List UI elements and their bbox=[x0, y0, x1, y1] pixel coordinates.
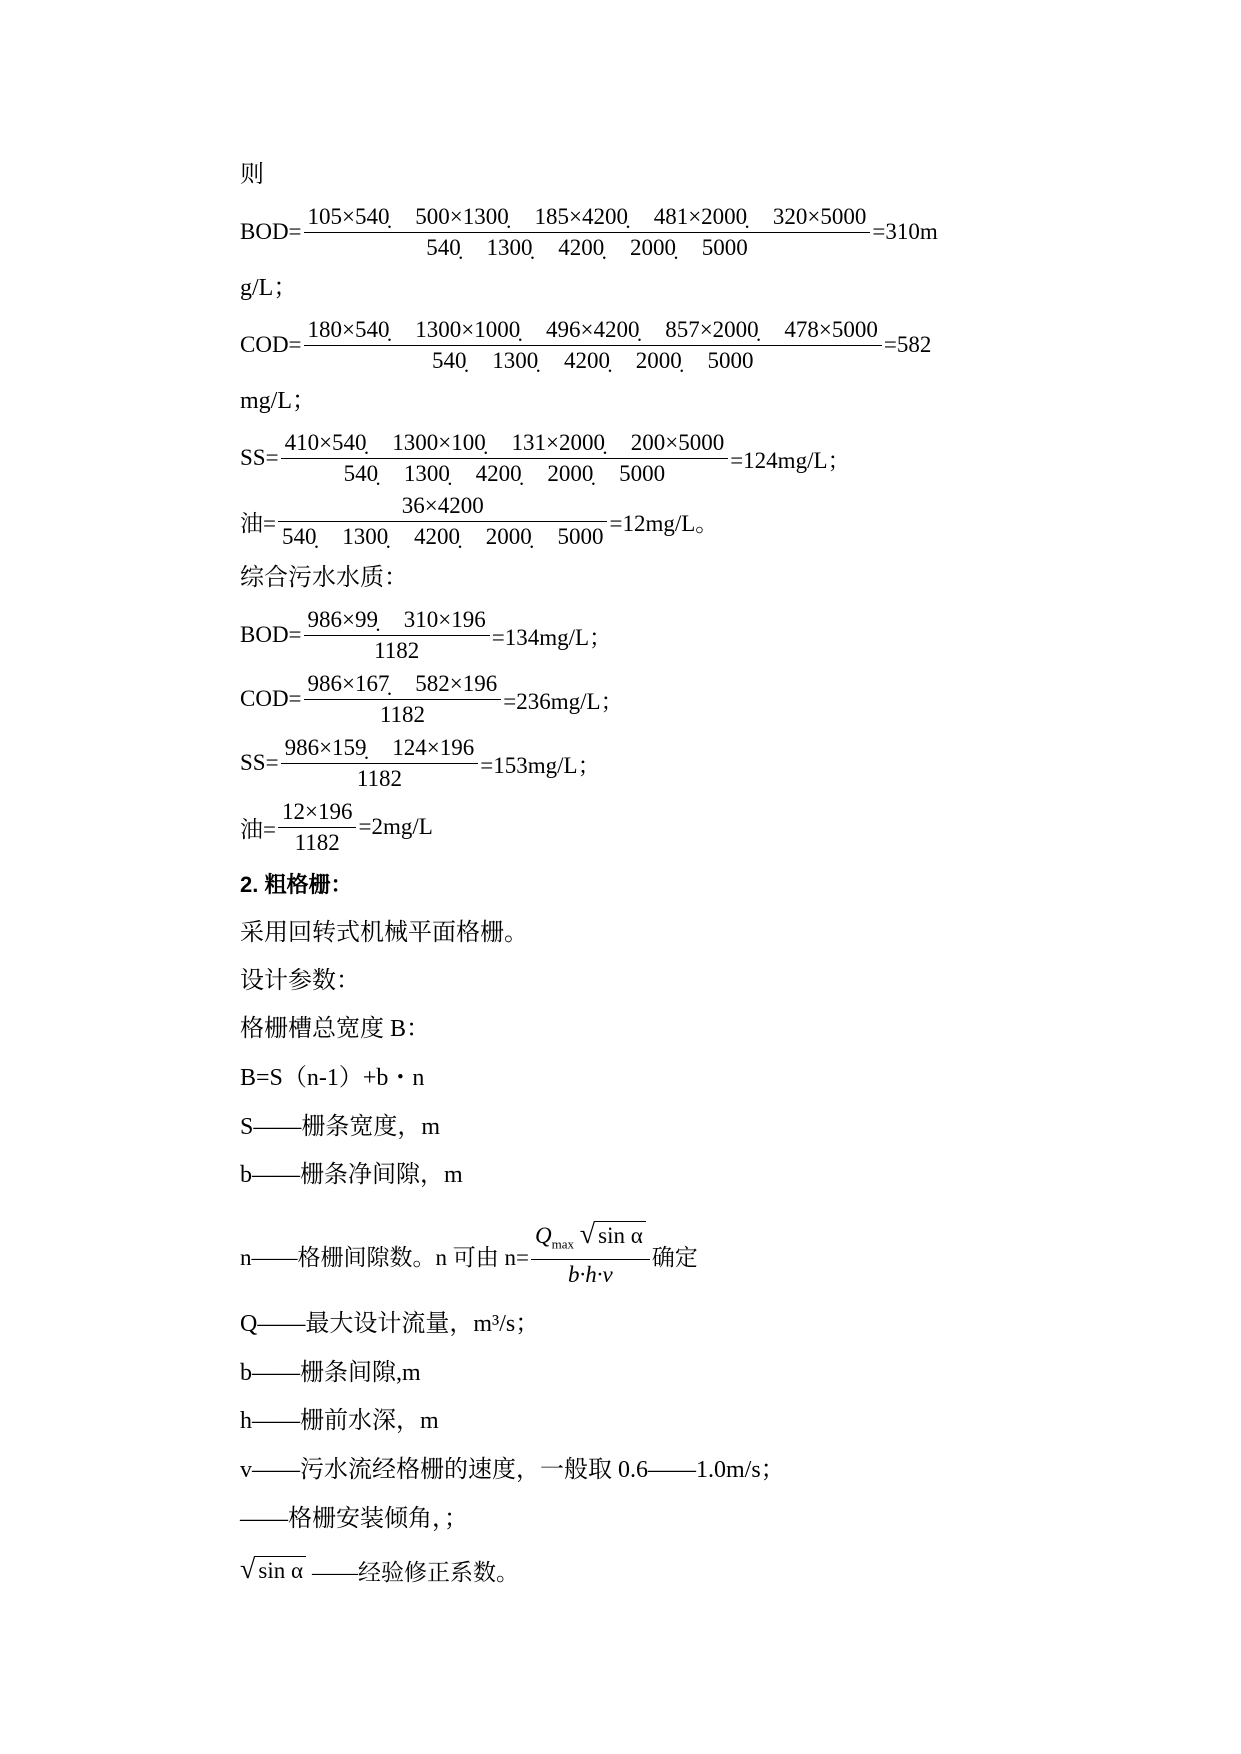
denominator: 1182 bbox=[294, 829, 340, 855]
equation-oil-1 bbox=[240, 489, 718, 553]
definition-n-prefix: n——格栅间隙数。n 可由 n= bbox=[240, 1244, 529, 1270]
fraction bbox=[304, 669, 502, 730]
fraction bbox=[278, 491, 608, 552]
definition-q: Q——最大设计流量，m³/s； bbox=[240, 1311, 540, 1337]
numerator: 105×540̣ 500×1300̣ 185×4200̣ 481×2000̣ 320×5000 bbox=[307, 203, 867, 229]
coefficient-suffix: ——经验修正系数。 bbox=[312, 1559, 520, 1585]
equation-oil-2 bbox=[240, 795, 433, 859]
equation-rhs: =124mg/L； bbox=[730, 447, 851, 473]
denominator: 1182 bbox=[356, 765, 402, 791]
radicand: sin α bbox=[595, 1221, 646, 1250]
equation-lhs: BOD= bbox=[240, 219, 302, 244]
fraction bbox=[304, 315, 882, 376]
radical-icon: √ bbox=[579, 1218, 596, 1250]
equation-ss-2 bbox=[240, 731, 601, 795]
equation-cod-1 bbox=[240, 313, 931, 377]
definition-angle: ——格栅安装倾角，； bbox=[240, 1506, 468, 1532]
radicand: sin α bbox=[255, 1556, 306, 1585]
fraction bbox=[304, 202, 871, 263]
mixed-quality-title: 综合污水水质： bbox=[240, 565, 408, 591]
equation-bod-2 bbox=[240, 603, 612, 667]
square-root bbox=[580, 1220, 646, 1250]
denominator: b·h·v bbox=[568, 1262, 613, 1288]
denominator: 540̣ 1300̣ 4200̣ 2000̣ 5000 bbox=[343, 460, 666, 486]
equation-rhs: =310m bbox=[872, 219, 938, 244]
eq1-continuation: g/L； bbox=[240, 275, 298, 301]
numerator: 986×167̣ 582×196 bbox=[307, 670, 498, 696]
definition-v: v——污水流经格栅的速度，一般取 0.6——1.0m/s； bbox=[240, 1457, 785, 1483]
formula-width: B=S（n-1）+b・n bbox=[240, 1065, 425, 1091]
paragraph: 格栅槽总宽度 B： bbox=[240, 1016, 431, 1042]
equation-lhs: 油= bbox=[240, 816, 276, 842]
equation-bod-1 bbox=[240, 200, 938, 264]
fraction bbox=[281, 733, 479, 794]
fraction bbox=[304, 605, 490, 666]
max-subscript: max bbox=[551, 1236, 574, 1252]
numerator: 12×196 bbox=[281, 798, 353, 824]
denominator: 1182 bbox=[374, 637, 420, 663]
definition-h: h——栅前水深，m bbox=[240, 1408, 439, 1434]
intro-text: 则 bbox=[240, 162, 264, 188]
definition-s: S——栅条宽度，m bbox=[240, 1114, 441, 1140]
fraction bbox=[278, 797, 356, 858]
equation-rhs: =134mg/L； bbox=[491, 624, 613, 650]
equation-rhs: =582 bbox=[883, 332, 932, 357]
definition-b-gap: b——栅条间隙,m bbox=[240, 1360, 421, 1386]
numerator bbox=[531, 1220, 650, 1260]
equation-cod-2 bbox=[240, 667, 624, 731]
paragraph: 采用回转式机械平面格栅。 bbox=[240, 920, 528, 946]
denominator: 540̣ 1300̣ 4200̣ 2000̣ 5000 bbox=[281, 523, 604, 549]
definition-n bbox=[240, 1215, 698, 1295]
equation-rhs: =12mg/L。 bbox=[609, 510, 719, 536]
equation-lhs: SS= bbox=[240, 445, 279, 470]
eq2-continuation: mg/L； bbox=[240, 388, 316, 414]
q-symbol: Q bbox=[534, 1222, 552, 1248]
equation-lhs: COD= bbox=[240, 686, 302, 711]
numerator: 36×4200 bbox=[401, 492, 484, 518]
square-root bbox=[240, 1555, 306, 1585]
denominator: 1182 bbox=[379, 701, 425, 727]
equation-ss-1 bbox=[240, 426, 851, 490]
equation-lhs: 油= bbox=[240, 510, 276, 536]
numerator: 410×540̣ 1300×100̣ 131×2000̣ 200×5000 bbox=[284, 429, 725, 455]
equation-lhs: BOD= bbox=[240, 622, 302, 647]
denominator: 540̣ 1300̣ 4200̣ 2000̣ 5000 bbox=[431, 347, 754, 373]
fraction bbox=[281, 428, 729, 489]
equation-rhs: =153mg/L； bbox=[480, 752, 601, 778]
definition-sqrt-coefficient bbox=[240, 1540, 519, 1600]
numerator: 180×540̣ 1300×1000̣ 496×4200̣ 857×2000̣ 478×5000 bbox=[307, 316, 878, 342]
section-heading: 2. 粗格栅： bbox=[240, 872, 353, 897]
denominator: 540̣ 1300̣ 4200̣ 2000̣ 5000 bbox=[426, 234, 748, 260]
numerator: 986×159̣ 124×196 bbox=[284, 734, 475, 760]
equation-rhs: =2mg/L bbox=[358, 814, 433, 839]
definition-n-suffix: 确定 bbox=[651, 1244, 698, 1270]
equation-lhs: COD= bbox=[240, 332, 302, 357]
fraction bbox=[531, 1220, 650, 1291]
radical-icon: √ bbox=[240, 1554, 256, 1585]
definition-b: b——栅条净间隙，m bbox=[240, 1162, 463, 1188]
equation-lhs: SS= bbox=[240, 750, 279, 775]
paragraph: 设计参数： bbox=[240, 968, 360, 994]
equation-rhs: =236mg/L； bbox=[503, 688, 624, 714]
numerator: 986×99̣ 310×196 bbox=[307, 606, 486, 632]
